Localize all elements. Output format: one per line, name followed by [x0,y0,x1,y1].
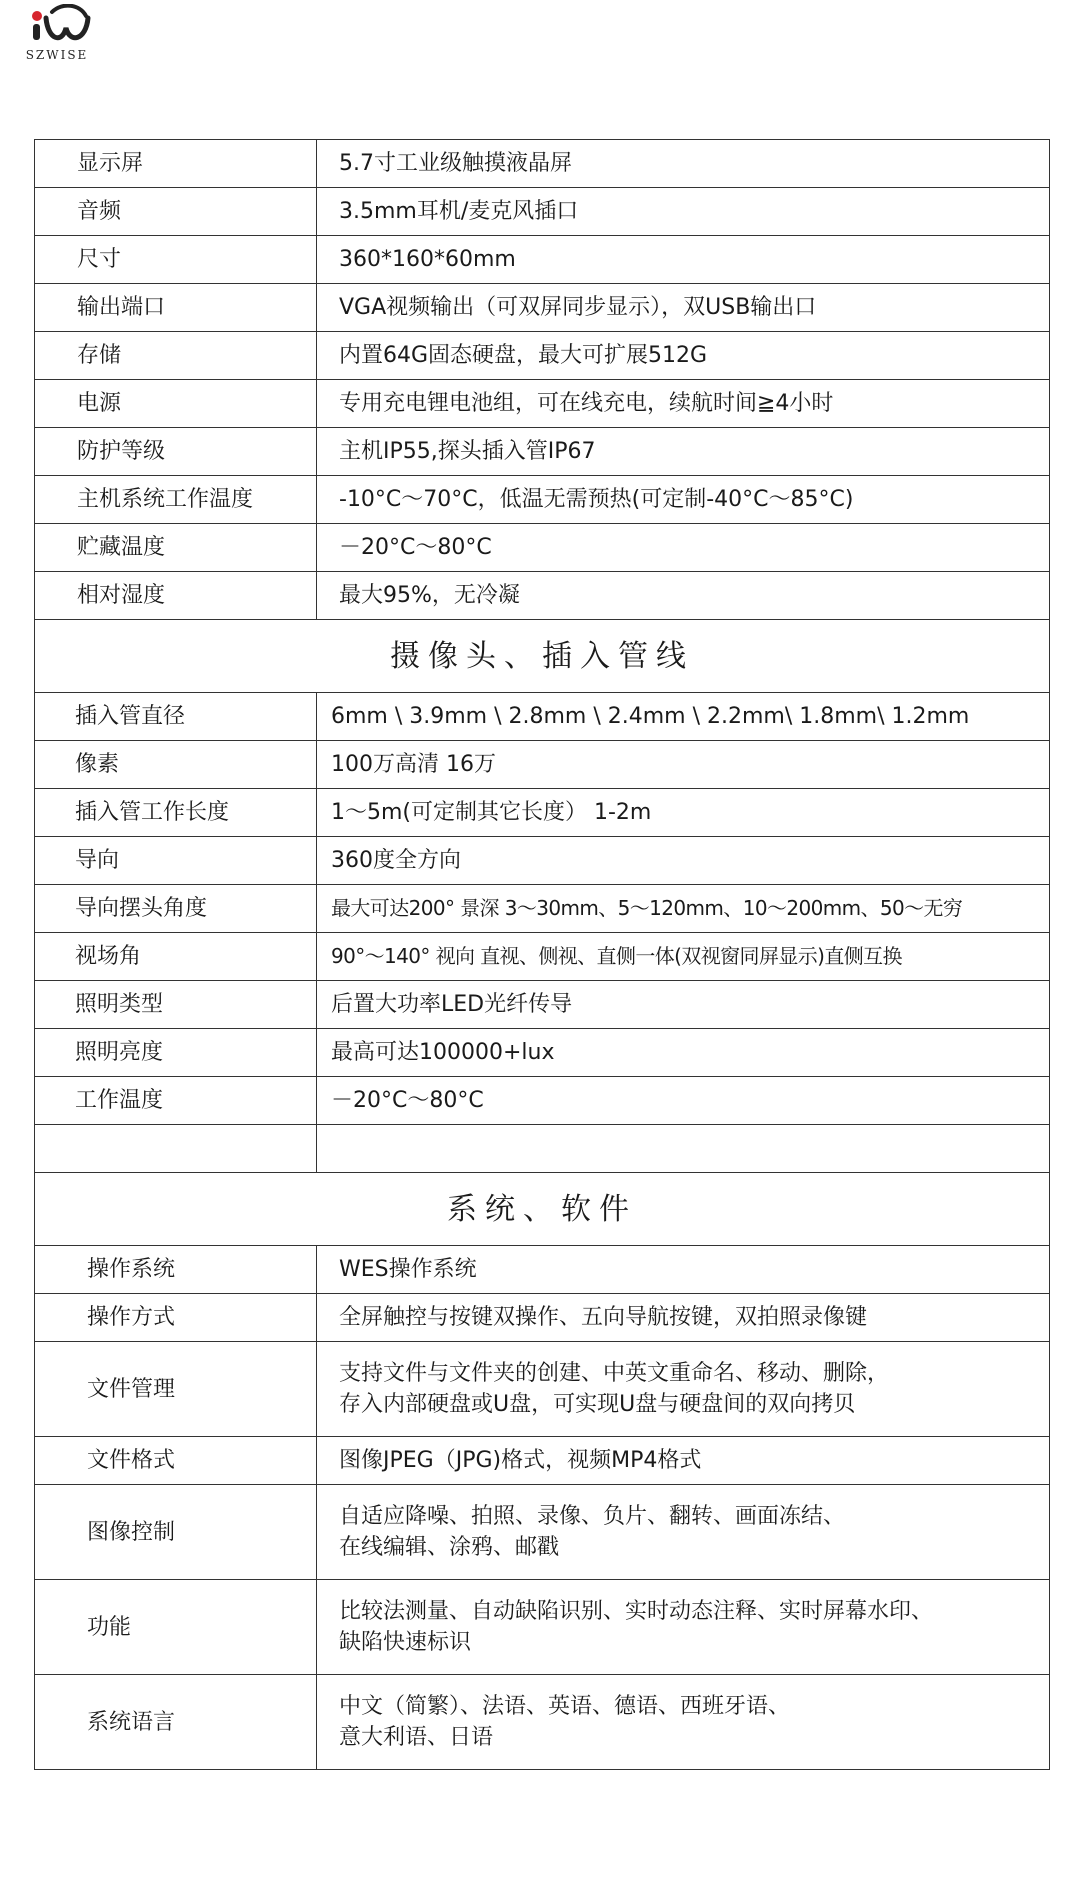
spec-row [35,933,1050,981]
spec-value: 360*160*60mm [317,236,1050,284]
spec-row [35,332,1050,380]
spec-label: 像素 [35,741,317,789]
spec-label: 插入管直径 [35,693,317,741]
spec-value: 1～5m(可定制其它长度） 1-2m [317,789,1050,837]
spec-row [35,789,1050,837]
spec-row [35,1485,1050,1580]
empty-cell [35,1125,317,1173]
spec-value: －20°C～80°C [317,1077,1050,1125]
spec-row [35,236,1050,284]
spec-value: 90°～140° 视向 直视、侧视、直侧一体(双视窗同屏显示)直侧互换 [317,933,1050,981]
spec-label: 贮藏温度 [35,524,317,572]
spec-row [35,885,1050,933]
spec-row [35,380,1050,428]
spec-value: 最大95%，无冷凝 [317,572,1050,620]
spec-label: 主机系统工作温度 [35,476,317,524]
spec-value: 最高可达100000+lux [317,1029,1050,1077]
spec-label: 导向摆头角度 [35,885,317,933]
spec-row [35,428,1050,476]
spec-value: -10°C～70°C，低温无需预热(可定制-40°C～85°C) [317,476,1050,524]
spec-value: 5.7寸工业级触摸液晶屏 [317,140,1050,188]
spec-label: 显示屏 [35,140,317,188]
spec-value: 3.5mm耳机/麦克风插口 [317,188,1050,236]
spec-row [35,284,1050,332]
spec-label: 视场角 [35,933,317,981]
spec-value: 专用充电锂电池组，可在线充电，续航时间≧4小时 [317,380,1050,428]
spec-label: 音频 [35,188,317,236]
value-line: 自适应降噪、拍照、录像、负片、翻转、画面冻结、 [339,1504,846,1529]
spec-row [35,837,1050,885]
spec-label: 图像控制 [35,1485,317,1580]
spec-label: 电源 [35,380,317,428]
spec-row [35,981,1050,1029]
spec-row [35,1342,1050,1437]
spec-row [35,1294,1050,1342]
spec-row [35,1675,1050,1770]
spec-label: 照明亮度 [35,1029,317,1077]
spec-label: 插入管工作长度 [35,789,317,837]
spec-label: 操作系统 [35,1246,317,1294]
spec-value: 360度全方向 [317,837,1050,885]
empty-cell [317,1125,1050,1173]
section-header-camera [35,620,1050,693]
spec-value: 全屏触控与按键双操作、五向导航按键，双拍照录像键 [317,1294,1050,1342]
spec-value: 主机IP55,探头插入管IP67 [317,428,1050,476]
spec-label: 操作方式 [35,1294,317,1342]
spec-label: 导向 [35,837,317,885]
spec-label: 系统语言 [35,1675,317,1770]
spec-label: 存储 [35,332,317,380]
spec-value [317,1675,1050,1770]
spec-row [35,1437,1050,1485]
spec-row [35,1077,1050,1125]
spec-row [35,524,1050,572]
spec-label: 文件管理 [35,1342,317,1437]
spec-value: 后置大功率LED光纤传导 [317,981,1050,1029]
spec-row [35,741,1050,789]
spec-value: 图像JPEG（JPG)格式，视频MP4格式 [317,1437,1050,1485]
spec-value [317,1580,1050,1675]
spec-value [317,1485,1050,1580]
spec-row-empty [35,1125,1050,1173]
section-title: 摄像头、插入管线 [35,620,1050,693]
spec-label: 防护等级 [35,428,317,476]
spec-label: 相对湿度 [35,572,317,620]
value-line: 中文（简繁）、法语、英语、德语、西班牙语、 [339,1694,791,1719]
spec-label: 尺寸 [35,236,317,284]
value-line: 存入内部硬盘或U盘，可实现U盘与硬盘间的双向拷贝 [339,1392,856,1417]
section-title: 系统、软件 [35,1173,1050,1246]
spec-label: 工作温度 [35,1077,317,1125]
brand-logo [14,4,94,64]
spec-label: 照明类型 [35,981,317,1029]
spec-row [35,1580,1050,1675]
spec-label: 文件格式 [35,1437,317,1485]
value-line: 比较法测量、自动缺陷识别、实时动态注释、实时屏幕水印、 [339,1599,934,1624]
spec-label: 功能 [35,1580,317,1675]
szwise-logo-icon [28,4,92,48]
spec-value: 内置64G固态硬盘，最大可扩展512G [317,332,1050,380]
spec-row [35,693,1050,741]
value-line: 缺陷快速标识 [339,1630,472,1655]
value-line: 意大利语、日语 [339,1725,494,1750]
spec-value: WES操作系统 [317,1246,1050,1294]
value-line: 在线编辑、涂鸦、邮戳 [339,1535,560,1560]
spec-value: VGA视频输出（可双屏同步显示），双USB输出口 [317,284,1050,332]
spec-value: －20°C～80°C [317,524,1050,572]
spec-value: 6mm \ 3.9mm \ 2.8mm \ 2.4mm \ 2.2mm\ 1.8mm\ 1.2mm [317,693,1050,741]
spec-row [35,1246,1050,1294]
spec-label: 输出端口 [35,284,317,332]
spec-table [34,139,1050,1770]
spec-row [35,140,1050,188]
section-header-system [35,1173,1050,1246]
logo-wordmark: SZWISE [25,48,89,62]
value-line: 支持文件与文件夹的创建、中英文重命名、移动、删除， [339,1361,890,1386]
spec-row [35,572,1050,620]
spec-value: 100万高清 16万 [317,741,1050,789]
spec-value [317,1342,1050,1437]
spec-value: 最大可达200° 景深 3～30mm、5～120mm、10～200mm、50～无穷 [317,885,1050,933]
spec-row [35,1029,1050,1077]
spec-row [35,188,1050,236]
spec-row [35,476,1050,524]
